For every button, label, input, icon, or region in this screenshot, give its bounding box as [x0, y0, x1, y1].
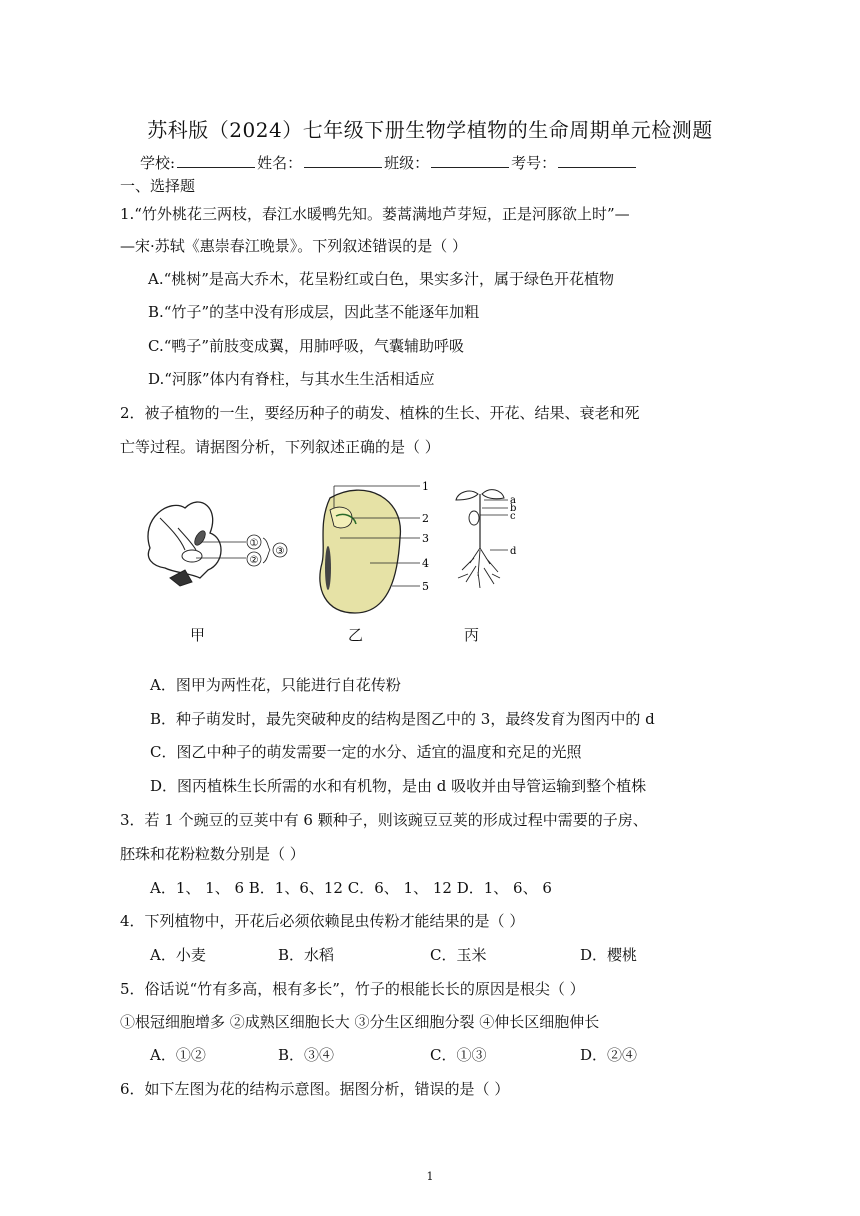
q5-option-c: C．①③ — [430, 1046, 487, 1064]
q4-option-c: C．玉米 — [430, 946, 487, 964]
q3-stem-line2: 胚珠和花粉粒数分别是（ ） — [120, 845, 305, 863]
page-title: 苏科版（2024）七年级下册生物学植物的生命周期单元检测题 — [147, 118, 713, 142]
q1-option-c: C.“鸭子”前肢变成翼，用肺呼吸，气囊辅助呼吸 — [148, 337, 465, 355]
q3-options: A．1、 1、 6 B．1、6、12 C．6、 1、 12 D．1、 6、 6 — [150, 879, 552, 897]
page-number: 1 — [426, 1170, 434, 1183]
q2-option-d: D．图丙植株生长所需的水和有机物，是由 d 吸收并由导管运输到整个植株 — [150, 777, 647, 795]
q4-option-a: A．小麦 — [150, 946, 206, 964]
fig-label-yi: 乙 — [348, 626, 364, 644]
yi-mark-2: 2 — [422, 512, 429, 525]
exam-no-blank[interactable] — [558, 152, 636, 168]
seedling-drawing — [456, 490, 504, 588]
q2-option-b: B．种子萌发时，最先突破种皮的结构是图乙中的 3，最终发育为图丙中的 d — [150, 710, 655, 728]
q5-items: ①根冠细胞增多 ②成熟区细胞长大 ③分生区细胞分裂 ④伸长区细胞伸长 — [120, 1013, 600, 1031]
yi-mark-5: 5 — [422, 580, 429, 593]
yi-mark-4: 4 — [422, 557, 429, 570]
school-blank[interactable] — [177, 152, 255, 168]
section-heading: 一、选择题 — [120, 177, 196, 195]
bing-mark-a: a — [510, 495, 516, 506]
q5-option-b: B．③④ — [278, 1046, 335, 1064]
q2-option-c: C．图乙中种子的萌发需要一定的水分、适宜的温度和充足的光照 — [150, 743, 582, 761]
q6-stem: 6．如下左图为花的结构示意图。据图分析，错误的是（ ） — [120, 1080, 510, 1098]
q4-option-b: B．水稻 — [278, 946, 335, 964]
class-blank[interactable] — [431, 152, 509, 168]
q5-option-a: A．①② — [150, 1046, 206, 1064]
flower-drawing — [148, 502, 287, 586]
q4-stem: 4．下列植物中，开花后必须依赖昆虫传粉才能结果的是（ ） — [120, 912, 525, 930]
q2-stem-line1: 2．被子植物的一生，要经历种子的萌发、植株的生长、开花、结果、衰老和死 — [120, 404, 640, 422]
q2-stem-line2: 亡等过程。请据图分析，下列叙述正确的是（ ） — [120, 438, 440, 456]
q3-stem-line1: 3．若 1 个豌豆的豆荚中有 6 颗种子，则该豌豆豆荚的形成过程中需要的子房、 — [120, 811, 648, 829]
q2-figure — [130, 478, 550, 648]
q5-option-d: D．②④ — [580, 1046, 638, 1064]
student-info-line — [140, 152, 638, 173]
q4-option-d: D．樱桃 — [580, 946, 638, 964]
name-blank[interactable] — [304, 152, 382, 168]
yi-mark-1: 1 — [422, 480, 429, 493]
jia-mark-1: ① — [249, 538, 259, 549]
q1-option-a: A.“桃树”是高大乔木，花呈粉红或白色，果实多汁，属于绿色开花植物 — [148, 270, 614, 288]
q1-option-d: D.“河豚”体内有脊柱，与其水生生活相适应 — [148, 370, 435, 388]
class-label: 班级： — [384, 154, 430, 172]
bing-mark-d: d — [510, 546, 517, 557]
q1-option-b: B.“竹子”的茎中没有形成层，因此茎不能逐年加粗 — [148, 303, 480, 321]
seed-drawing — [320, 490, 401, 613]
jia-mark-2: ② — [249, 555, 259, 566]
name-label: 姓名： — [257, 154, 303, 172]
q5-stem: 5．俗话说“竹有多高，根有多长”，竹子的根能长长的原因是根尖（ ） — [120, 980, 585, 998]
exam-no-label: 考号： — [511, 154, 557, 172]
q1-stem-line1: 1.“竹外桃花三两枝，春江水暖鸭先知。蒌蒿满地芦芽短，正是河豚欲上时”— — [120, 205, 630, 223]
school-label: 学校: — [140, 154, 176, 172]
jia-mark-3: ③ — [275, 546, 285, 557]
q1-stem-line2: —宋·苏轼《惠崇春江晚景》。下列叙述错误的是（ ） — [120, 237, 468, 255]
fig-label-bing: 丙 — [464, 626, 480, 644]
plant-lifecycle-figure — [130, 478, 550, 648]
bing-mark-c: c — [510, 511, 516, 522]
yi-mark-3: 3 — [422, 532, 429, 545]
q2-option-a: A．图甲为两性花，只能进行自花传粉 — [150, 676, 401, 694]
bing-mark-b: b — [510, 503, 517, 514]
fig-label-jia: 甲 — [190, 626, 206, 644]
